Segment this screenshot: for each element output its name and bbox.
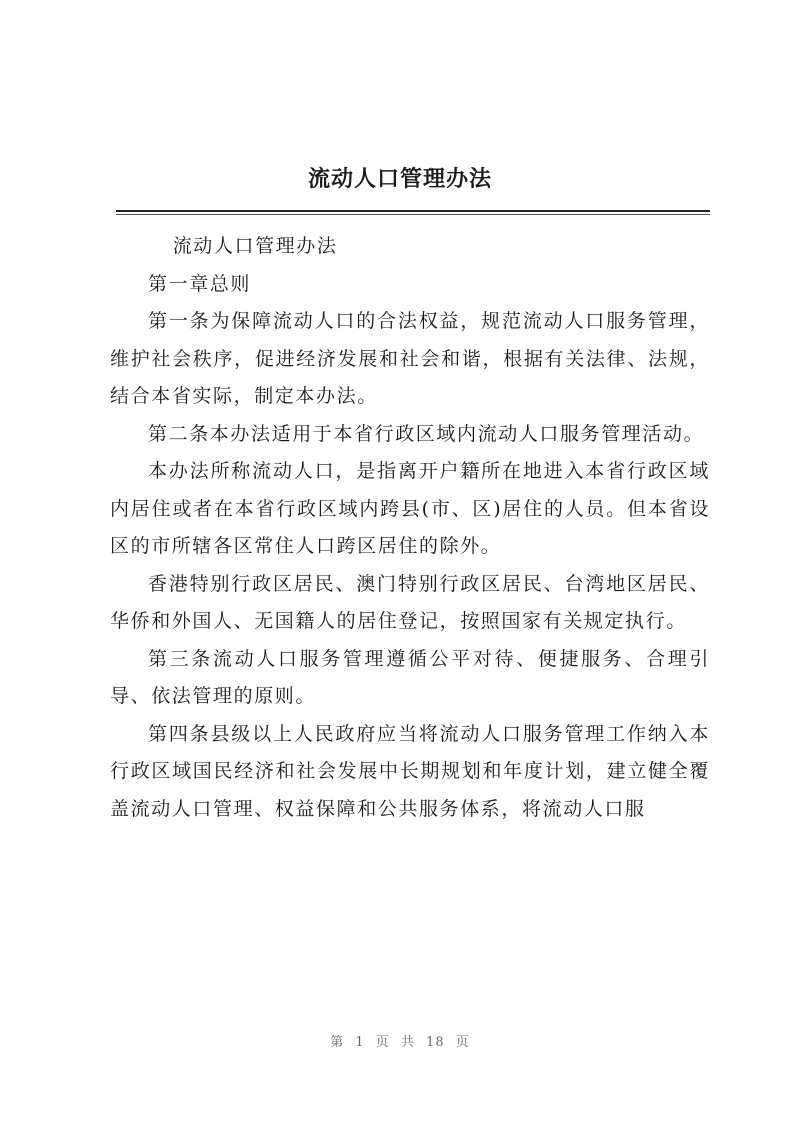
page-number-footer: 第 1 页 共 18 页 [330,1035,470,1050]
paragraph-article-3: 第三条流动人口服务管理遵循公平对待、便捷服务、合理引导、依法管理的原则。 [110,647,710,707]
paragraph-article-4: 第四条县级以上人民政府应当将流动人口服务管理工作纳入本行政区域国民经济和社会发展中长期规划和年度计划，建立健全覆盖流动人口管理、权益保障和公共服务体系，将流动人口服 [110,722,710,820]
title-divider [116,210,710,212]
chapter-heading: 第一章总则 [148,272,252,295]
body-subtitle: 流动人口管理办法 [172,235,338,257]
document-body [110,228,710,828]
paragraph-exceptions: 香港特别行政区居民、澳门特别行政区居民、台湾地区居民、华侨和外国人、无国籍人的居住登记，按照国家有关规定执行。 [110,572,710,632]
paragraph-article-1: 第一条为保障流动人口的合法权益，规范流动人口服务管理，维护社会秩序，促进经济发展和社会和谐，根据有关法律、法规，结合本省实际，制定本办法。 [110,310,710,407]
title-divider-thin [116,214,710,215]
paragraph-article-2: 第二条本办法适用于本省行政区域内流动人口服务管理活动。 [148,422,705,445]
document-title: 流动人口管理办法 [307,166,492,192]
paragraph-definition: 本办法所称流动人口，是指离开户籍所在地进入本省行政区域内居住或者在本省行政区域内跨县(市、区)居住的人员。但本省设区的市所辖各区常住人口跨区居住的除外。 [110,460,710,557]
